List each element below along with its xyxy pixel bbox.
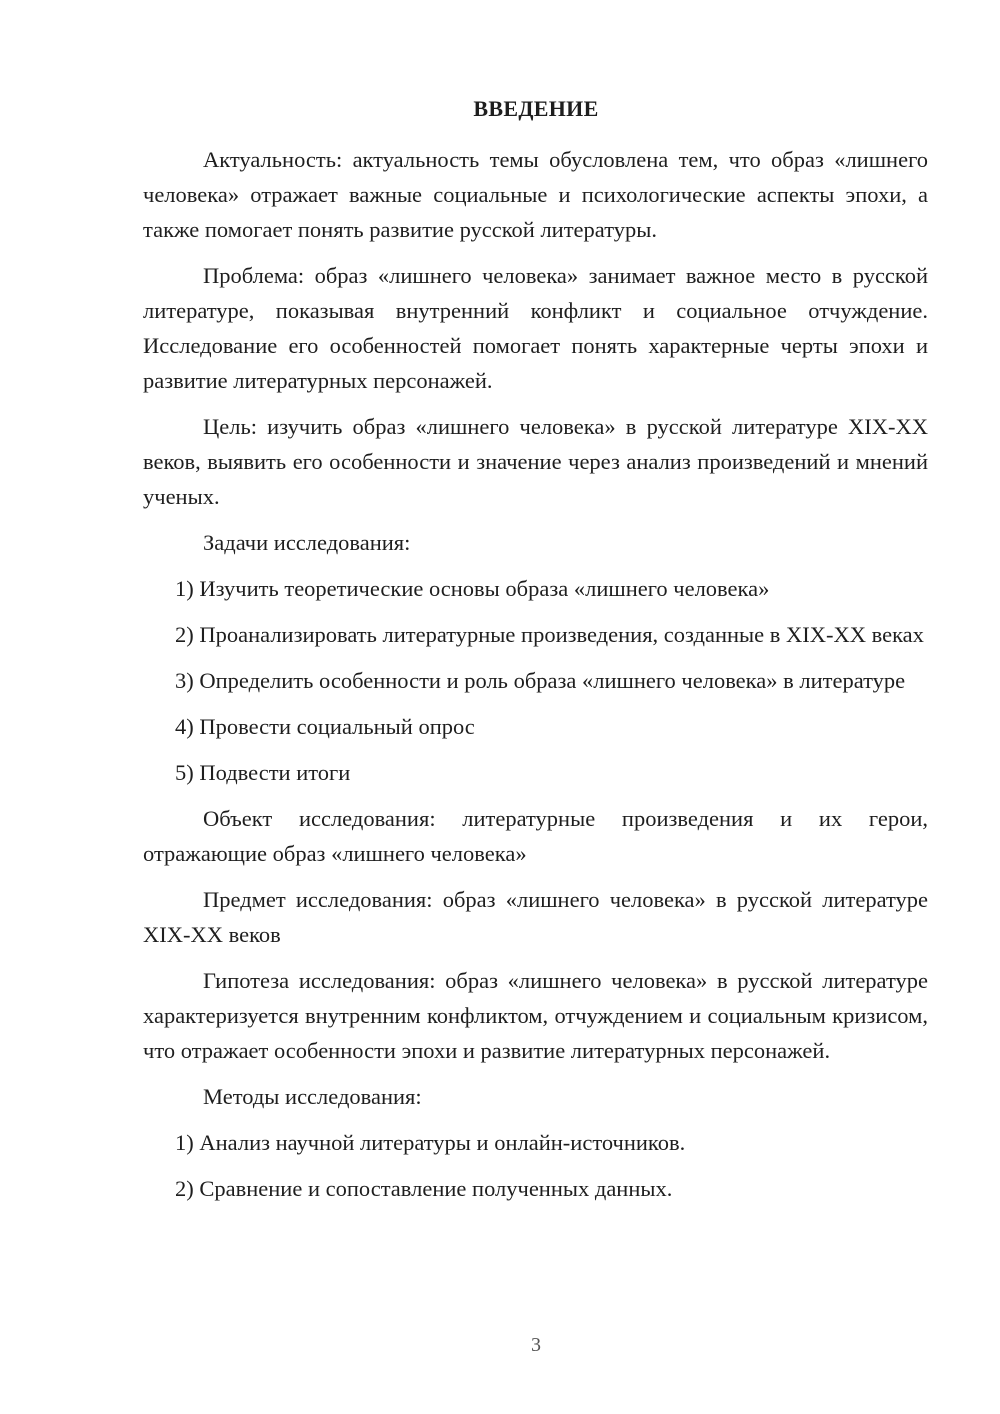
list-item-method-1: 1) Анализ научной литературы и онлайн-источников. bbox=[175, 1130, 686, 1155]
paragraph-methods-heading: Методы исследования: bbox=[203, 1084, 422, 1109]
body-text bbox=[143, 142, 928, 1217]
page-number: 3 bbox=[531, 1334, 541, 1356]
paragraph-tasks-heading: Задачи исследования: bbox=[203, 530, 411, 555]
list-item-task-2: 2) Проанализировать литературные произведения, созданные в XIX-XX веках bbox=[175, 622, 924, 647]
paragraph-hypothesis: Гипотеза исследования: образ «лишнего человека» в русской литературе характеризуется внутренним конфликтом, отчуждением и социальным кризисом, что отражает особенности эпохи и развитие литературных персонажей. bbox=[143, 968, 928, 1063]
list-item-task-3: 3) Определить особенности и роль образа «лишнего человека» в литературе bbox=[175, 668, 906, 693]
list-item-method-2: 2) Сравнение и сопоставление полученных данных. bbox=[175, 1176, 673, 1201]
paragraph-object: Объект исследования: литературные произведения и их герои, отражающие образ «лишнего человека» bbox=[143, 806, 928, 866]
paragraph-problem: Проблема: образ «лишнего человека» занимает важное место в русской литературе, показывая внутренний конфликт и социальное отчуждение. Исследование его особенностей помогает понять характерные черты эпохи и развитие литературных персонажей. bbox=[143, 263, 928, 393]
paragraph-goal: Цель: изучить образ «лишнего человека» в русской литературе XIX-XX веков, выявить его особенности и значение через анализ произведений и мнений ученых. bbox=[143, 414, 928, 509]
section-heading: ВВЕДЕНИЕ bbox=[473, 96, 599, 121]
paragraph-relevance: Актуальность: актуальность темы обусловлена тем, что образ «лишнего человека» отражает важные социальные и психологические аспекты эпохи, а также помогает понять развитие русской литературы. bbox=[143, 147, 928, 242]
list-item-task-1: 1) Изучить теоретические основы образа «лишнего человека» bbox=[175, 576, 770, 601]
list-item-task-4: 4) Провести социальный опрос bbox=[175, 714, 475, 739]
list-item-task-5: 5) Подвести итоги bbox=[175, 760, 351, 785]
paragraph-subject: Предмет исследования: образ «лишнего человека» в русской литературе XIX-XX веков bbox=[143, 887, 928, 947]
